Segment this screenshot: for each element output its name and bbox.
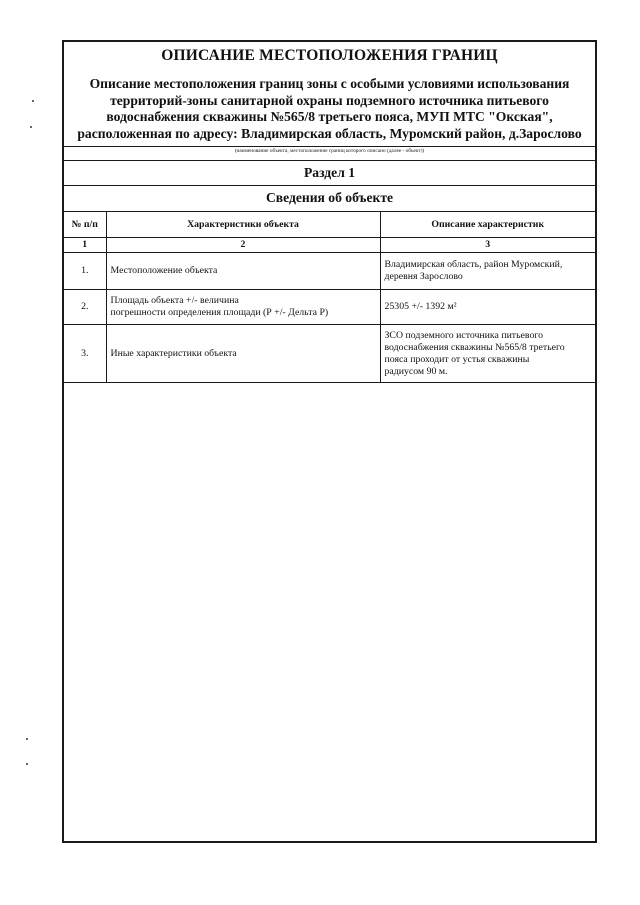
object-caption: (наименование объекта, местоположение границ которого описано (далее - объект)) [234,148,425,154]
column-number: 3 [380,238,595,253]
description-line: водоснабжения скважины №565/8 третьего [384,341,565,353]
section-title: Раздел 1 [64,161,595,186]
scan-mark [30,126,32,128]
description-line: деревня Зарослово [384,271,463,282]
subtitle-line: водоснабжения скважины №565/8 третьего пояса, МУП МТС "Окская", [106,109,553,124]
column-number: 2 [106,238,380,253]
header-characteristic: Характеристики объекта [106,212,380,238]
row-number: 3. [64,325,106,383]
subtitle-line: территорий-зоны санитарной охраны подземного источника питьевого [110,92,549,108]
header-description: Описание характеристик [380,212,595,238]
characteristic-line: Иные характеристики объекта [110,347,237,359]
table-row [64,290,595,325]
scan-mark [26,763,28,765]
row-characteristic [106,290,380,325]
row-description [380,290,595,325]
characteristic-line: Местоположение объекта [110,265,218,276]
scan-mark [32,100,34,102]
subtitle-line: Описание местоположения границ зоны с особыми условиями использования [89,76,570,91]
row-characteristic [106,253,380,290]
row-description [380,325,595,383]
row-number: 1. [64,253,106,290]
row-number: 2. [64,290,106,325]
table-row [64,253,595,290]
description-line: ЗСО подземного источника питьевого [384,329,544,341]
object-info-title: Сведения об объекте [64,186,595,212]
document-title: ОПИСАНИЕ МЕСТОПОЛОЖЕНИЯ ГРАНИЦ [161,47,498,64]
description-line: радиусом 90 м. [384,365,448,377]
row-description [380,253,595,290]
description-line: пояса проходит от устья скважины [384,353,530,365]
object-table [64,212,595,383]
table-numbering-row [64,238,595,253]
scan-mark [26,738,28,740]
column-number: 1 [64,238,106,253]
characteristic-line: погрешности определения площади (Р +/- Дельта Р) [110,307,329,318]
subtitle-line: расположенная по адресу: Владимирская область, Муромский район, д.Зарослово [77,125,582,141]
header-number: № п/п [64,212,106,238]
row-characteristic [106,325,380,383]
document-subtitle [68,76,591,142]
table-row [64,325,595,383]
description-line: Владимирская область, район Муромский, [384,259,563,270]
characteristic-line: Площадь объекта +/- величина [110,295,239,306]
table-header-row [64,212,595,238]
document-frame [62,40,597,843]
description-line: 25305 +/- 1392 м² [384,301,457,312]
divider [64,146,595,147]
